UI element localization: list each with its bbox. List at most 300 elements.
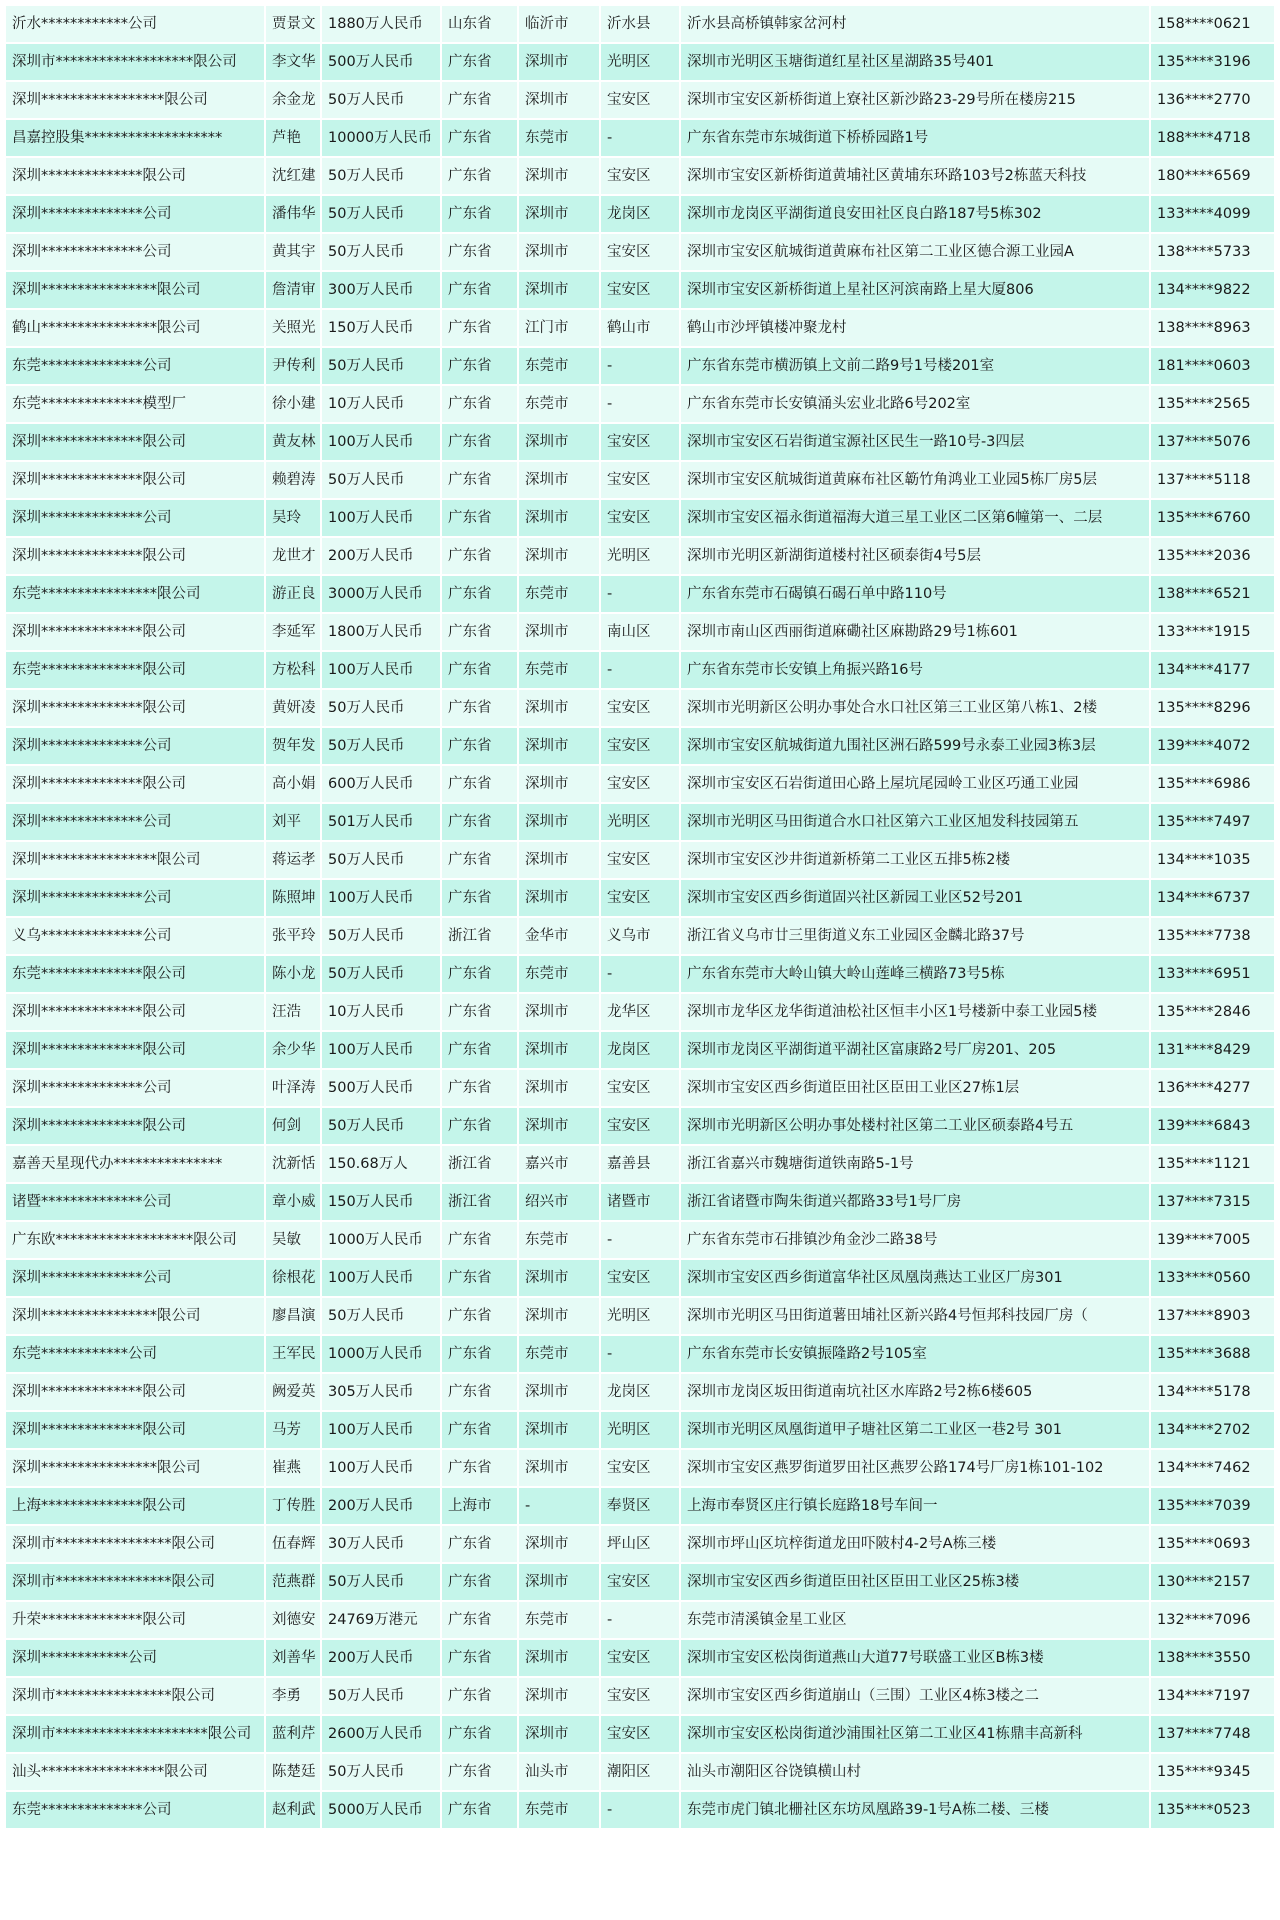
legal-person-cell: 游正良 xyxy=(266,576,320,612)
city-cell: 深圳市 xyxy=(519,880,599,916)
district-cell: - xyxy=(601,386,679,422)
registered-capital-cell: 50万人民币 xyxy=(322,234,440,270)
registered-capital-cell: 50万人民币 xyxy=(322,196,440,232)
district-cell: 宝安区 xyxy=(601,728,679,764)
table-row xyxy=(6,1792,1274,1828)
district-cell: 宝安区 xyxy=(601,500,679,536)
legal-person-cell: 沈红建 xyxy=(266,158,320,194)
address-cell: 深圳市宝安区石岩街道田心路上屋坑尾园岭工业区巧通工业园 xyxy=(681,766,1149,802)
company-name-cell: 东莞**************公司 xyxy=(6,1792,264,1828)
table-row xyxy=(6,1032,1274,1068)
district-cell: 宝安区 xyxy=(601,158,679,194)
company-name-cell: 汕头*****************限公司 xyxy=(6,1754,264,1790)
company-name-cell: 深圳**************公司 xyxy=(6,500,264,536)
province-cell: 广东省 xyxy=(442,614,517,650)
address-cell: 广东省东莞市石排镇沙角金沙二路38号 xyxy=(681,1222,1149,1258)
district-cell: 宝安区 xyxy=(601,690,679,726)
district-cell: - xyxy=(601,1792,679,1828)
city-cell: 深圳市 xyxy=(519,424,599,460)
registered-capital-cell: 200万人民币 xyxy=(322,538,440,574)
company-name-cell: 深圳**************限公司 xyxy=(6,1032,264,1068)
city-cell: 深圳市 xyxy=(519,1260,599,1296)
registered-capital-cell: 500万人民币 xyxy=(322,44,440,80)
company-name-cell: 东莞**************模型厂 xyxy=(6,386,264,422)
city-cell: 绍兴市 xyxy=(519,1184,599,1220)
city-cell: 深圳市 xyxy=(519,1678,599,1714)
table-row xyxy=(6,44,1274,80)
legal-person-cell: 廖昌演 xyxy=(266,1298,320,1334)
company-name-cell: 深圳市****************限公司 xyxy=(6,1678,264,1714)
province-cell: 广东省 xyxy=(442,538,517,574)
registered-capital-cell: 50万人民币 xyxy=(322,956,440,992)
phone-cell: 139****7005 xyxy=(1151,1222,1274,1258)
table-row xyxy=(6,880,1274,916)
registered-capital-cell: 5000万人民币 xyxy=(322,1792,440,1828)
legal-person-cell: 芦艳 xyxy=(266,120,320,156)
district-cell: 宝安区 xyxy=(601,1070,679,1106)
legal-person-cell: 刘德安 xyxy=(266,1602,320,1638)
registered-capital-cell: 50万人民币 xyxy=(322,158,440,194)
city-cell: 金华市 xyxy=(519,918,599,954)
company-name-cell: 深圳**************限公司 xyxy=(6,994,264,1030)
phone-cell: 130****2157 xyxy=(1151,1564,1274,1600)
registered-capital-cell: 50万人民币 xyxy=(322,690,440,726)
address-cell: 深圳市光明新区公明办事处楼村社区第二工业区硕泰路4号五 xyxy=(681,1108,1149,1144)
company-name-cell: 深圳****************限公司 xyxy=(6,1298,264,1334)
phone-cell: 135****0523 xyxy=(1151,1792,1274,1828)
table-row xyxy=(6,462,1274,498)
phone-cell: 133****1915 xyxy=(1151,614,1274,650)
company-name-cell: 深圳**************公司 xyxy=(6,728,264,764)
district-cell: 光明区 xyxy=(601,804,679,840)
district-cell: 潮阳区 xyxy=(601,1754,679,1790)
city-cell: 深圳市 xyxy=(519,1108,599,1144)
legal-person-cell: 陈照坤 xyxy=(266,880,320,916)
address-cell: 深圳市宝安区西乡街道崩山（三围）工业区4栋3楼之二 xyxy=(681,1678,1149,1714)
address-cell: 深圳市宝安区西乡街道臣田社区臣田工业区27栋1层 xyxy=(681,1070,1149,1106)
province-cell: 广东省 xyxy=(442,310,517,346)
table-row xyxy=(6,158,1274,194)
legal-person-cell: 王军民 xyxy=(266,1336,320,1372)
province-cell: 广东省 xyxy=(442,500,517,536)
city-cell: 深圳市 xyxy=(519,44,599,80)
address-cell: 深圳市宝安区新桥街道上寮社区新沙路23-29号所在楼房215 xyxy=(681,82,1149,118)
province-cell: 广东省 xyxy=(442,1526,517,1562)
city-cell: 深圳市 xyxy=(519,994,599,1030)
company-name-cell: 沂水************公司 xyxy=(6,6,264,42)
phone-cell: 188****4718 xyxy=(1151,120,1274,156)
registered-capital-cell: 30万人民币 xyxy=(322,1526,440,1562)
province-cell: 广东省 xyxy=(442,1716,517,1752)
registered-capital-cell: 150万人民币 xyxy=(322,1184,440,1220)
city-cell: 深圳市 xyxy=(519,1526,599,1562)
table-row xyxy=(6,1108,1274,1144)
phone-cell: 139****6843 xyxy=(1151,1108,1274,1144)
phone-cell: 158****0621 xyxy=(1151,6,1274,42)
city-cell: 深圳市 xyxy=(519,1298,599,1334)
registered-capital-cell: 50万人民币 xyxy=(322,82,440,118)
table-row xyxy=(6,1298,1274,1334)
table-row xyxy=(6,652,1274,688)
table-row xyxy=(6,1184,1274,1220)
city-cell: 嘉兴市 xyxy=(519,1146,599,1182)
registered-capital-cell: 50万人民币 xyxy=(322,918,440,954)
city-cell: 东莞市 xyxy=(519,956,599,992)
legal-person-cell: 李延军 xyxy=(266,614,320,650)
phone-cell: 138****8963 xyxy=(1151,310,1274,346)
table-row xyxy=(6,500,1274,536)
province-cell: 广东省 xyxy=(442,386,517,422)
address-cell: 深圳市光明区凤凰街道甲子塘社区第二工业区一巷2号 301 xyxy=(681,1412,1149,1448)
legal-person-cell: 徐根花 xyxy=(266,1260,320,1296)
legal-person-cell: 章小威 xyxy=(266,1184,320,1220)
address-cell: 深圳市宝安区西乡街道固兴社区新园工业区52号201 xyxy=(681,880,1149,916)
legal-person-cell: 阙爱英 xyxy=(266,1374,320,1410)
company-name-cell: 深圳**************限公司 xyxy=(6,690,264,726)
address-cell: 浙江省义乌市廿三里街道义东工业园区金麟北路37号 xyxy=(681,918,1149,954)
city-cell: 东莞市 xyxy=(519,348,599,384)
province-cell: 广东省 xyxy=(442,1032,517,1068)
company-name-cell: 东莞**************公司 xyxy=(6,348,264,384)
city-cell: 深圳市 xyxy=(519,1450,599,1486)
city-cell: 深圳市 xyxy=(519,804,599,840)
province-cell: 浙江省 xyxy=(442,1146,517,1182)
table-row xyxy=(6,1564,1274,1600)
city-cell: 深圳市 xyxy=(519,538,599,574)
phone-cell: 134****7462 xyxy=(1151,1450,1274,1486)
phone-cell: 138****3550 xyxy=(1151,1640,1274,1676)
phone-cell: 135****8296 xyxy=(1151,690,1274,726)
province-cell: 广东省 xyxy=(442,994,517,1030)
address-cell: 广东省东莞市大岭山镇大岭山莲峰三横路73号5栋 xyxy=(681,956,1149,992)
company-name-cell: 嘉善天星现代办*************** xyxy=(6,1146,264,1182)
address-cell: 沂水县高桥镇韩家岔河村 xyxy=(681,6,1149,42)
company-name-cell: 深圳市*********************限公司 xyxy=(6,1716,264,1752)
city-cell: 深圳市 xyxy=(519,1032,599,1068)
city-cell: - xyxy=(519,1488,599,1524)
legal-person-cell: 詹清审 xyxy=(266,272,320,308)
company-name-cell: 深圳市*******************限公司 xyxy=(6,44,264,80)
province-cell: 广东省 xyxy=(442,1260,517,1296)
legal-person-cell: 范燕群 xyxy=(266,1564,320,1600)
district-cell: 宝安区 xyxy=(601,766,679,802)
phone-cell: 139****4072 xyxy=(1151,728,1274,764)
legal-person-cell: 龙世才 xyxy=(266,538,320,574)
phone-cell: 135****6986 xyxy=(1151,766,1274,802)
legal-person-cell: 潘伟华 xyxy=(266,196,320,232)
company-name-cell: 深圳****************限公司 xyxy=(6,1450,264,1486)
district-cell: - xyxy=(601,956,679,992)
company-name-cell: 深圳************公司 xyxy=(6,1640,264,1676)
legal-person-cell: 崔燕 xyxy=(266,1450,320,1486)
province-cell: 广东省 xyxy=(442,1070,517,1106)
table-row xyxy=(6,120,1274,156)
address-cell: 深圳市宝安区航城街道黄麻布社区簕竹角鸿业工业园5栋厂房5层 xyxy=(681,462,1149,498)
company-name-cell: 深圳**************公司 xyxy=(6,804,264,840)
registered-capital-cell: 150.68万人 xyxy=(322,1146,440,1182)
province-cell: 广东省 xyxy=(442,1412,517,1448)
district-cell: - xyxy=(601,1222,679,1258)
province-cell: 广东省 xyxy=(442,956,517,992)
phone-cell: 135****2846 xyxy=(1151,994,1274,1030)
registered-capital-cell: 1000万人民币 xyxy=(322,1336,440,1372)
phone-cell: 138****6521 xyxy=(1151,576,1274,612)
province-cell: 广东省 xyxy=(442,1298,517,1334)
phone-cell: 131****8429 xyxy=(1151,1032,1274,1068)
table-row xyxy=(6,614,1274,650)
company-name-cell: 东莞**************限公司 xyxy=(6,956,264,992)
address-cell: 广东省东莞市东城街道下桥桥园路1号 xyxy=(681,120,1149,156)
province-cell: 广东省 xyxy=(442,158,517,194)
district-cell: - xyxy=(601,1602,679,1638)
registered-capital-cell: 100万人民币 xyxy=(322,424,440,460)
table-row xyxy=(6,1222,1274,1258)
company-name-cell: 深圳**************限公司 xyxy=(6,424,264,460)
city-cell: 深圳市 xyxy=(519,1412,599,1448)
address-cell: 深圳市宝安区西乡街道臣田社区臣田工业区25栋3楼 xyxy=(681,1564,1149,1600)
legal-person-cell: 徐小建 xyxy=(266,386,320,422)
phone-cell: 134****7197 xyxy=(1151,1678,1274,1714)
address-cell: 上海市奉贤区庄行镇长庭路18号车间一 xyxy=(681,1488,1149,1524)
province-cell: 广东省 xyxy=(442,728,517,764)
registered-capital-cell: 10万人民币 xyxy=(322,386,440,422)
table-row xyxy=(6,1146,1274,1182)
phone-cell: 138****5733 xyxy=(1151,234,1274,270)
registered-capital-cell: 50万人民币 xyxy=(322,1298,440,1334)
address-cell: 深圳市光明区玉塘街道红星社区星湖路35号401 xyxy=(681,44,1149,80)
legal-person-cell: 关照光 xyxy=(266,310,320,346)
phone-cell: 135****1121 xyxy=(1151,1146,1274,1182)
company-name-cell: 升荣**************限公司 xyxy=(6,1602,264,1638)
province-cell: 广东省 xyxy=(442,1450,517,1486)
registered-capital-cell: 1800万人民币 xyxy=(322,614,440,650)
table-row xyxy=(6,918,1274,954)
address-cell: 深圳市龙华区龙华街道油松社区恒丰小区1号楼新中泰工业园5楼 xyxy=(681,994,1149,1030)
province-cell: 广东省 xyxy=(442,1374,517,1410)
company-name-cell: 深圳**************限公司 xyxy=(6,1108,264,1144)
legal-person-cell: 何剑 xyxy=(266,1108,320,1144)
district-cell: 龙岗区 xyxy=(601,1032,679,1068)
legal-person-cell: 李文华 xyxy=(266,44,320,80)
phone-cell: 133****4099 xyxy=(1151,196,1274,232)
registered-capital-cell: 50万人民币 xyxy=(322,462,440,498)
province-cell: 广东省 xyxy=(442,196,517,232)
district-cell: 嘉善县 xyxy=(601,1146,679,1182)
district-cell: 义乌市 xyxy=(601,918,679,954)
district-cell: 龙岗区 xyxy=(601,1374,679,1410)
address-cell: 深圳市光明新区公明办事处合水口社区第三工业区第八栋1、2楼 xyxy=(681,690,1149,726)
legal-person-cell: 刘平 xyxy=(266,804,320,840)
legal-person-cell: 汪浩 xyxy=(266,994,320,1030)
phone-cell: 137****5076 xyxy=(1151,424,1274,460)
registered-capital-cell: 300万人民币 xyxy=(322,272,440,308)
table-row xyxy=(6,386,1274,422)
registered-capital-cell: 2600万人民币 xyxy=(322,1716,440,1752)
address-cell: 深圳市南山区西丽街道麻磡社区麻勘路29号1栋601 xyxy=(681,614,1149,650)
legal-person-cell: 李勇 xyxy=(266,1678,320,1714)
table-row xyxy=(6,1640,1274,1676)
legal-person-cell: 沈新恬 xyxy=(266,1146,320,1182)
phone-cell: 136****2770 xyxy=(1151,82,1274,118)
legal-person-cell: 余金龙 xyxy=(266,82,320,118)
address-cell: 鹤山市沙坪镇楼冲聚龙村 xyxy=(681,310,1149,346)
registered-capital-cell: 1880万人民币 xyxy=(322,6,440,42)
city-cell: 东莞市 xyxy=(519,652,599,688)
phone-cell: 135****9345 xyxy=(1151,1754,1274,1790)
district-cell: 宝安区 xyxy=(601,82,679,118)
registered-capital-cell: 100万人民币 xyxy=(322,500,440,536)
district-cell: 宝安区 xyxy=(601,1108,679,1144)
address-cell: 深圳市宝安区燕罗街道罗田社区燕罗公路174号厂房1栋101-102 xyxy=(681,1450,1149,1486)
city-cell: 深圳市 xyxy=(519,82,599,118)
district-cell: 宝安区 xyxy=(601,462,679,498)
registered-capital-cell: 501万人民币 xyxy=(322,804,440,840)
province-cell: 广东省 xyxy=(442,1564,517,1600)
legal-person-cell: 黄其宇 xyxy=(266,234,320,270)
company-name-cell: 东莞************公司 xyxy=(6,1336,264,1372)
table-row xyxy=(6,272,1274,308)
table-row xyxy=(6,1070,1274,1106)
table-row xyxy=(6,994,1274,1030)
table-row xyxy=(6,1678,1274,1714)
city-cell: 深圳市 xyxy=(519,272,599,308)
phone-cell: 135****2565 xyxy=(1151,386,1274,422)
registered-capital-cell: 200万人民币 xyxy=(322,1488,440,1524)
province-cell: 广东省 xyxy=(442,880,517,916)
table-row xyxy=(6,310,1274,346)
address-cell: 深圳市宝安区航城街道黄麻布社区第二工业区德合源工业园A xyxy=(681,234,1149,270)
city-cell: 东莞市 xyxy=(519,1222,599,1258)
phone-cell: 134****5178 xyxy=(1151,1374,1274,1410)
province-cell: 广东省 xyxy=(442,462,517,498)
phone-cell: 134****1035 xyxy=(1151,842,1274,878)
legal-person-cell: 吴玲 xyxy=(266,500,320,536)
city-cell: 深圳市 xyxy=(519,1374,599,1410)
company-name-cell: 深圳****************限公司 xyxy=(6,842,264,878)
table-row xyxy=(6,1450,1274,1486)
address-cell: 深圳市宝安区福永街道福海大道三星工业区二区第6幢第一、二层 xyxy=(681,500,1149,536)
address-cell: 深圳市龙岗区坂田街道南坑社区水库路2号2栋6楼605 xyxy=(681,1374,1149,1410)
registered-capital-cell: 50万人民币 xyxy=(322,728,440,764)
province-cell: 广东省 xyxy=(442,1108,517,1144)
province-cell: 广东省 xyxy=(442,690,517,726)
phone-cell: 135****7039 xyxy=(1151,1488,1274,1524)
province-cell: 广东省 xyxy=(442,44,517,80)
company-name-cell: 深圳**************公司 xyxy=(6,1070,264,1106)
legal-person-cell: 蒋运孝 xyxy=(266,842,320,878)
district-cell: 宝安区 xyxy=(601,1716,679,1752)
company-name-cell: 深圳**************公司 xyxy=(6,196,264,232)
city-cell: 汕头市 xyxy=(519,1754,599,1790)
province-cell: 浙江省 xyxy=(442,918,517,954)
legal-person-cell: 黄妍凌 xyxy=(266,690,320,726)
address-cell: 浙江省嘉兴市魏塘街道铁南路5-1号 xyxy=(681,1146,1149,1182)
phone-cell: 180****6569 xyxy=(1151,158,1274,194)
district-cell: 坪山区 xyxy=(601,1526,679,1562)
legal-person-cell: 张平玲 xyxy=(266,918,320,954)
province-cell: 广东省 xyxy=(442,652,517,688)
legal-person-cell: 黄友林 xyxy=(266,424,320,460)
district-cell: - xyxy=(601,120,679,156)
address-cell: 深圳市宝安区新桥街道黄埔社区黄埔东环路103号2栋蓝天科技 xyxy=(681,158,1149,194)
registered-capital-cell: 50万人民币 xyxy=(322,842,440,878)
registered-capital-cell: 3000万人民币 xyxy=(322,576,440,612)
city-cell: 东莞市 xyxy=(519,120,599,156)
city-cell: 深圳市 xyxy=(519,1716,599,1752)
phone-cell: 134****6737 xyxy=(1151,880,1274,916)
address-cell: 深圳市龙岗区平湖街道良安田社区良白路187号5栋302 xyxy=(681,196,1149,232)
company-name-cell: 深圳**************限公司 xyxy=(6,462,264,498)
company-name-cell: 鹤山****************限公司 xyxy=(6,310,264,346)
phone-cell: 134****4177 xyxy=(1151,652,1274,688)
phone-cell: 134****9822 xyxy=(1151,272,1274,308)
registered-capital-cell: 100万人民币 xyxy=(322,1412,440,1448)
registered-capital-cell: 10万人民币 xyxy=(322,994,440,1030)
address-cell: 深圳市宝安区西乡街道富华社区凤凰岗燕达工业区厂房301 xyxy=(681,1260,1149,1296)
registered-capital-cell: 100万人民币 xyxy=(322,1450,440,1486)
phone-cell: 135****7497 xyxy=(1151,804,1274,840)
province-cell: 广东省 xyxy=(442,348,517,384)
company-name-cell: 深圳**************限公司 xyxy=(6,614,264,650)
table-row xyxy=(6,196,1274,232)
district-cell: - xyxy=(601,348,679,384)
province-cell: 广东省 xyxy=(442,1754,517,1790)
district-cell: 鹤山市 xyxy=(601,310,679,346)
province-cell: 广东省 xyxy=(442,82,517,118)
registered-capital-cell: 1000万人民币 xyxy=(322,1222,440,1258)
legal-person-cell: 贾景文 xyxy=(266,6,320,42)
province-cell: 广东省 xyxy=(442,766,517,802)
company-name-cell: 深圳市****************限公司 xyxy=(6,1526,264,1562)
district-cell: 宝安区 xyxy=(601,272,679,308)
district-cell: 南山区 xyxy=(601,614,679,650)
phone-cell: 133****0560 xyxy=(1151,1260,1274,1296)
city-cell: 深圳市 xyxy=(519,1070,599,1106)
province-cell: 广东省 xyxy=(442,1602,517,1638)
city-cell: 深圳市 xyxy=(519,500,599,536)
district-cell: 宝安区 xyxy=(601,880,679,916)
district-cell: 宝安区 xyxy=(601,1450,679,1486)
address-cell: 深圳市光明区马田街道薯田埔社区新兴路4号恒邦科技园厂房（ xyxy=(681,1298,1149,1334)
district-cell: - xyxy=(601,652,679,688)
table-row xyxy=(6,1260,1274,1296)
address-cell: 深圳市宝安区松岗街道沙浦围社区第二工业区41栋鼎丰高新科 xyxy=(681,1716,1149,1752)
registered-capital-cell: 150万人民币 xyxy=(322,310,440,346)
company-name-cell: 诸暨**************公司 xyxy=(6,1184,264,1220)
phone-cell: 137****7748 xyxy=(1151,1716,1274,1752)
table-row xyxy=(6,6,1274,42)
company-name-cell: 深圳**************公司 xyxy=(6,234,264,270)
company-name-cell: 深圳**************限公司 xyxy=(6,158,264,194)
province-cell: 广东省 xyxy=(442,272,517,308)
district-cell: 光明区 xyxy=(601,1298,679,1334)
legal-person-cell: 余少华 xyxy=(266,1032,320,1068)
phone-cell: 135****7738 xyxy=(1151,918,1274,954)
phone-cell: 133****6951 xyxy=(1151,956,1274,992)
address-cell: 广东省东莞市石碣镇石碣石单中路110号 xyxy=(681,576,1149,612)
city-cell: 东莞市 xyxy=(519,1792,599,1828)
address-cell: 浙江省诸暨市陶朱街道兴都路33号1号厂房 xyxy=(681,1184,1149,1220)
district-cell: 光明区 xyxy=(601,44,679,80)
company-name-cell: 深圳*****************限公司 xyxy=(6,82,264,118)
address-cell: 深圳市坪山区坑梓街道龙田吓陂村4-2号A栋三楼 xyxy=(681,1526,1149,1562)
company-table xyxy=(4,4,1276,1830)
company-name-cell: 义乌**************公司 xyxy=(6,918,264,954)
city-cell: 东莞市 xyxy=(519,576,599,612)
company-name-cell: 深圳****************限公司 xyxy=(6,272,264,308)
phone-cell: 135****0693 xyxy=(1151,1526,1274,1562)
phone-cell: 135****2036 xyxy=(1151,538,1274,574)
